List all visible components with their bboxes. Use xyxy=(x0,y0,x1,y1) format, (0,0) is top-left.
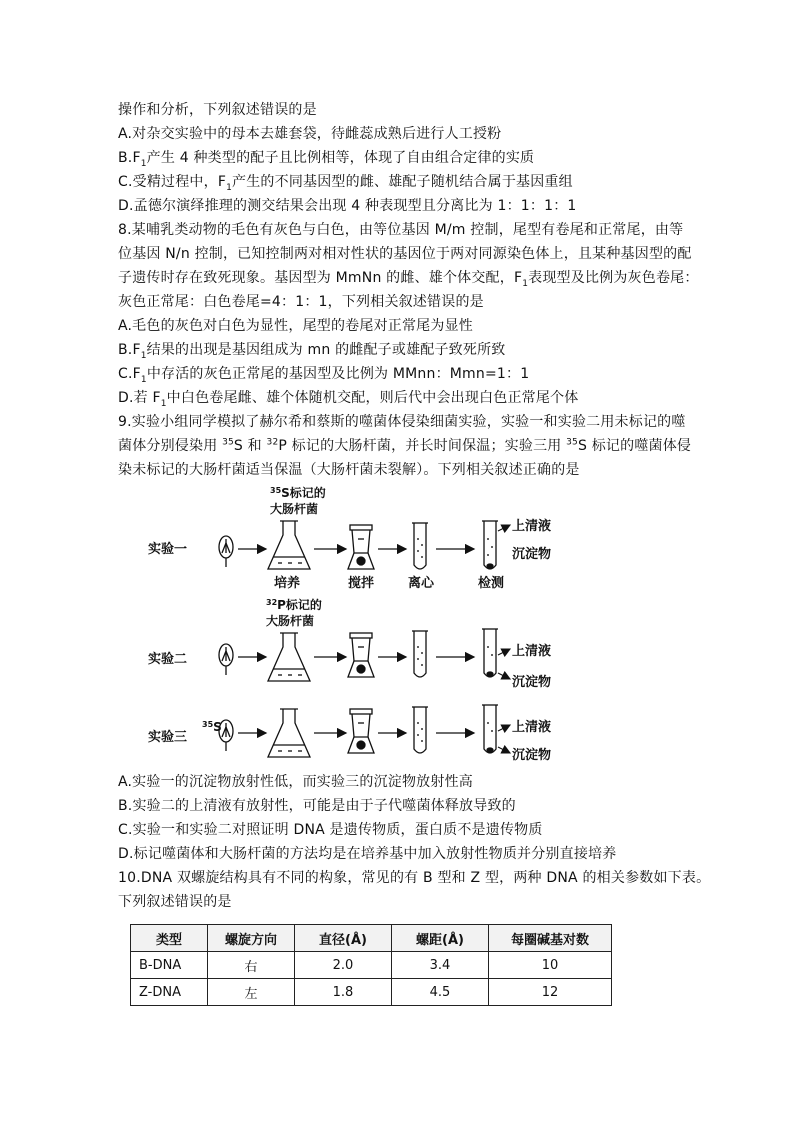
q9-stem-line2: 菌体分别侵染用 $^{35}$S 和 $^{32}$P 标记的大肠杆菌，并长时间保温；实验三用 $^{35}$S 标记的噬菌体侵 xyxy=(118,437,692,454)
q9-stem-line3: 染未标记的大肠杆菌适当保温（大肠杆菌未裂解）。下列相关叙述正确的是 xyxy=(118,462,580,478)
label2-sup: 32 xyxy=(266,598,278,607)
flask-icon xyxy=(268,521,310,569)
flask-icon xyxy=(268,709,310,757)
test-tube-icon xyxy=(412,631,428,677)
q8-option-d: D.若 $F_1$中白色卷尾雌、雄个体随机交配，则后代中会出现白色正常尾个体 xyxy=(118,390,579,409)
step-detect: 检测 xyxy=(478,576,505,591)
supernatant-label: 上清液 xyxy=(512,720,552,735)
q8-stem-line4: 灰色正常尾：白色卷尾=4：1：1，下列相关叙述错误的是 xyxy=(118,294,484,310)
result-tube-icon xyxy=(482,521,498,569)
q7-option-b: $B.F_1$产生 4 种类型的配子且比例相等，体现了自由组合定律的实质 xyxy=(118,150,535,169)
label1-sup: 35 xyxy=(270,486,282,495)
exp1-label: 实验一 xyxy=(148,542,188,557)
sediment-label: 沉淀物 xyxy=(512,748,552,763)
blender-icon xyxy=(348,633,374,677)
q8-option-a: A.毛色的灰色对白色为显性，尾型的卷尾对正常尾为显性 xyxy=(118,318,473,334)
table-row xyxy=(131,979,612,1006)
q8-option-b: $B.F_1$结果的出现是基因组成为 mn 的雌配子或雄配子致死所致 xyxy=(118,342,506,361)
q10-stem-line1: 10.DNA 双螺旋结构具有不同的构象，常见的有 B 型和 Z 型，两种 DNA 的相关参数如下表。 xyxy=(118,870,711,886)
result-tube-icon xyxy=(482,629,498,677)
q10-stem-line2: 下列叙述错误的是 xyxy=(118,894,232,910)
result-tube-icon xyxy=(482,705,498,753)
cell-pitch: 4.5 xyxy=(392,979,489,1006)
phage-icon xyxy=(219,644,233,675)
exp3-label: 实验三 xyxy=(148,730,188,745)
step-centrifuge: 离心 xyxy=(408,576,435,591)
cell-diameter: 1.8 xyxy=(295,979,392,1006)
cell-bp: 12 xyxy=(489,979,612,1006)
dna-parameter-table xyxy=(130,924,612,1006)
q8-stem-line1: 8.某哺乳类动物的毛色有灰色与白色，由等位基因 M/m 控制，尾型有卷尾和正常尾，由等 xyxy=(118,222,684,238)
header-pitch: 螺距(Å) xyxy=(392,925,489,952)
q9-stem-line1: 9.实验小组同学模拟了赫尔希和蔡斯的噬菌体侵染细菌实验，实验一和实验二用未标记的噬 xyxy=(118,414,686,430)
header-type: 类型 xyxy=(131,925,208,952)
test-tube-icon xyxy=(412,707,428,753)
q7-intro: 操作和分析，下列叙述错误的是 xyxy=(118,102,317,118)
table-header-row xyxy=(131,925,612,952)
label2b-text: 大肠杆菌 xyxy=(266,614,315,628)
sediment-label: 沉淀物 xyxy=(512,675,552,690)
q8-stem-line3: 子遗传时存在致死现象。基因型为 MmNn 的雌、雄个体交配，$F_1$表现型及比例为灰色卷尾： xyxy=(118,270,699,289)
q7-option-c: C.受精过程中，$F_1$产生的不同基因型的雌、雄配子随机结合属于基因重组 xyxy=(118,174,573,193)
q9-option-a: A.实验一的沉淀物放射性低，而实验三的沉淀物放射性高 xyxy=(118,774,473,790)
exp2-label: 实验二 xyxy=(148,652,188,667)
step-culture: 培养 xyxy=(274,576,301,591)
header-bp-per-turn: 每圈碱基对数 xyxy=(489,925,612,952)
q7-option-d: D.孟德尔演绎推理的测交结果会出现 4 种表现型且分离比为 1：1：1：1 xyxy=(118,198,577,214)
q9-option-d: D.标记噬菌体和大肠杆菌的方法均是在培养基中加入放射性物质并分别直接培养 xyxy=(118,846,617,862)
supernatant-label: 上清液 xyxy=(512,644,552,659)
cell-direction: 左 xyxy=(208,979,295,1006)
q9-option-b: B.实验二的上清液有放射性，可能是由于子代噬菌体释放导致的 xyxy=(118,798,516,814)
table-row xyxy=(131,952,612,979)
cell-bp: 10 xyxy=(489,952,612,979)
q7-option-a: A.对杂交实验中的母本去雄套袋，待雌蕊成熟后进行人工授粉 xyxy=(118,126,502,142)
header-diameter: 直径(Å) xyxy=(295,925,392,952)
svg-text:35S标记的 xyxy=(270,485,326,500)
blender-icon xyxy=(348,709,374,753)
sediment-label: 沉淀物 xyxy=(512,547,552,562)
exp3-sup: 35 xyxy=(202,720,214,729)
label1-text: S标记的 xyxy=(281,486,326,500)
cell-diameter: 2.0 xyxy=(295,952,392,979)
cell-type: B-DNA xyxy=(131,952,208,979)
test-tube-icon xyxy=(412,523,428,569)
experiment-diagram xyxy=(118,483,578,763)
header-helix-direction: 螺旋方向 xyxy=(208,925,295,952)
label1b-text: 大肠杆菌 xyxy=(270,502,319,516)
step-stir: 搅拌 xyxy=(348,576,375,591)
svg-text:32P标记的 xyxy=(266,597,322,612)
exp3-s: S xyxy=(213,720,222,734)
supernatant-label: 上清液 xyxy=(512,519,552,534)
blender-icon xyxy=(348,525,374,569)
label2-text: P标记的 xyxy=(277,598,322,612)
cell-pitch: 3.4 xyxy=(392,952,489,979)
flask-icon xyxy=(268,633,310,681)
q9-option-c: C.实验一和实验二对照证明 DNA 是遗传物质，蛋白质不是遗传物质 xyxy=(118,822,543,838)
phage-icon xyxy=(219,536,233,567)
q8-stem-line2: 位基因 N/n 控制，已知控制两对相对性状的基因位于两对同源染色体上，且某种基因型的配 xyxy=(118,246,692,262)
cell-direction: 右 xyxy=(208,952,295,979)
cell-type: Z-DNA xyxy=(131,979,208,1006)
q8-option-c: $C.F_1$中存活的灰色正常尾的基因型及比例为 MMnn：Mmn=1：1 xyxy=(118,366,530,385)
